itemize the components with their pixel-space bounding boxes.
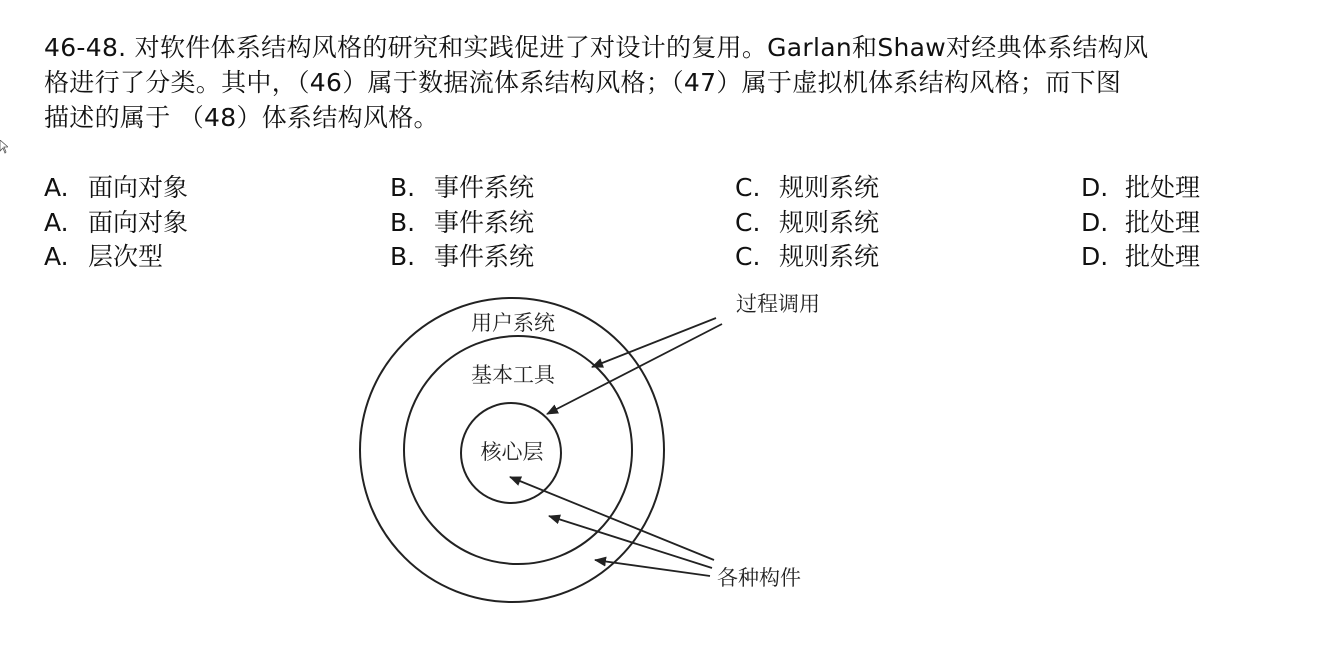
- option-46-c: C. 规则系统: [735, 173, 880, 202]
- procedure-call-arrow-2: [547, 324, 722, 414]
- components-annotation: 各种构件: [717, 566, 801, 590]
- question-line-3: 描述的属于 （48）体系结构风格。: [44, 103, 439, 132]
- question-line-1: 46-48. 对软件体系结构风格的研究和实践促进了对设计的复用。Garlan和Shaw对经典体系结构风: [44, 33, 1149, 62]
- option-46-b: B. 事件系统: [390, 173, 535, 202]
- option-48-c: C. 规则系统: [735, 242, 880, 271]
- option-47-a: A. 面向对象: [44, 207, 189, 237]
- option-46-d: D. 批处理: [1081, 173, 1201, 202]
- components-arrow-2: [549, 516, 712, 568]
- middle-ring-label: 基本工具: [471, 363, 555, 387]
- question-line-2: 格进行了分类。其中，（46）属于数据流体系结构风格；（47）属于虚拟机体系结构风格；而下图: [44, 68, 1122, 97]
- option-48-a: A. 层次型: [44, 242, 164, 271]
- components-arrow-1: [510, 477, 714, 560]
- procedure-call-annotation: 过程调用: [736, 292, 820, 316]
- option-48-d: D. 批处理: [1081, 242, 1201, 271]
- option-46-a: A. 面向对象: [44, 173, 189, 202]
- option-47-c: C. 规则系统: [735, 207, 880, 237]
- inner-core-label: 核心层: [480, 440, 544, 464]
- outer-ring-label: 用户系统: [471, 311, 555, 335]
- option-47-d: D. 批处理: [1081, 207, 1201, 237]
- mouse-cursor-icon: [0, 140, 8, 154]
- option-47-b: B. 事件系统: [390, 207, 535, 237]
- option-48-b: B. 事件系统: [390, 242, 535, 271]
